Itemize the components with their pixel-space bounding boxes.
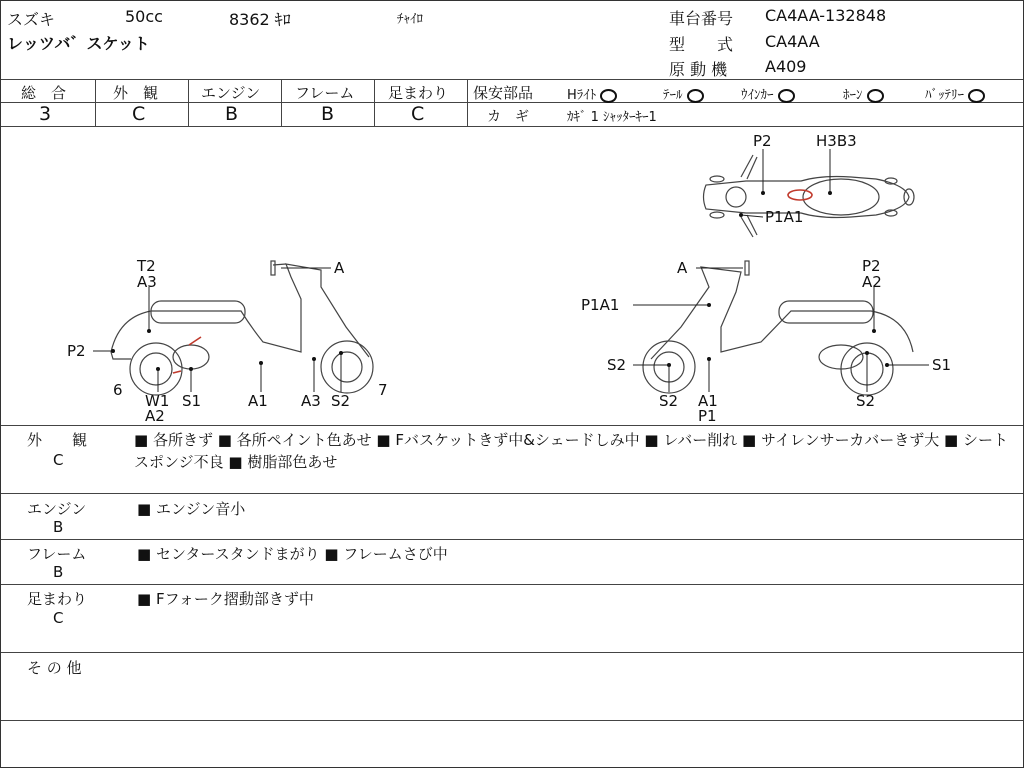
frame-grade: B bbox=[321, 103, 335, 125]
label-left-a1: A1 bbox=[248, 392, 268, 410]
label-right-a1: A1 bbox=[698, 392, 718, 410]
damage-mark bbox=[788, 190, 812, 200]
section-grade: C bbox=[53, 609, 64, 627]
damage-diagram bbox=[1, 127, 1023, 425]
overall-label: 総 合 bbox=[21, 84, 67, 102]
label-left-s1: S1 bbox=[182, 392, 202, 410]
model-name: レッツバ゛スケット bbox=[7, 34, 150, 53]
label-right-s2c: S2 bbox=[856, 392, 876, 410]
displacement: 50cc bbox=[125, 7, 163, 26]
frame-no: CA4AA-132848 bbox=[765, 6, 887, 25]
mileage: 8362 ｷﾛ bbox=[229, 10, 291, 29]
label-top-p1a1: P1A1 bbox=[765, 208, 804, 226]
exterior-grade: C bbox=[132, 103, 146, 125]
label-right-a: A bbox=[677, 259, 688, 277]
engine-value: A409 bbox=[765, 57, 807, 76]
top-view-scooter bbox=[704, 155, 915, 237]
divider bbox=[1, 79, 1023, 80]
section-title: 足まわり bbox=[27, 590, 88, 608]
section-note: ■ 各所きず ■ 各所ペイント色あせ ■ Fバスケットきず中&シェードしみ中 ■ レバー削れ ■ サイレンサーカバーきず大 ■ シートスポンジ不良 ■ 樹脂部色あせ bbox=[134, 431, 1008, 471]
key-label: カ ギ bbox=[487, 109, 529, 125]
section-note: ■ Fフォーク摺動部きず中 bbox=[137, 590, 314, 608]
safety-item-winker: ｳｲﾝｶｰ bbox=[741, 84, 795, 103]
section-title: 外 観 bbox=[27, 431, 88, 449]
section-title: エンジン bbox=[27, 500, 87, 518]
type-label: 型 式 bbox=[669, 35, 734, 54]
suspension-grade-label: 足まわり bbox=[388, 84, 449, 102]
label-right-s2: S2 bbox=[607, 356, 627, 374]
section-note: ■ エンジン音小 bbox=[137, 500, 246, 518]
damage-mark bbox=[173, 371, 181, 373]
ok-circle-icon bbox=[687, 89, 704, 103]
section-note: ■ センタースタンドまがり ■ フレームさび中 bbox=[137, 545, 448, 563]
safety-label: 保安部品 bbox=[473, 84, 534, 102]
label-right-p1a1: P1A1 bbox=[581, 296, 620, 314]
label-left-p2: P2 bbox=[67, 342, 86, 360]
overall-grade: 3 bbox=[39, 103, 52, 125]
maker: スズキ bbox=[7, 10, 56, 29]
safety-item-horn: ﾎｰﾝ bbox=[843, 84, 884, 103]
label-right-p2: P2 bbox=[862, 257, 881, 275]
exterior-label: 外 観 bbox=[113, 84, 159, 102]
engine-grade: B bbox=[225, 103, 239, 125]
label-left-a: A bbox=[334, 259, 345, 277]
ok-circle-icon bbox=[968, 89, 985, 103]
damage-mark bbox=[189, 337, 201, 345]
label-right-p1: P1 bbox=[698, 407, 717, 425]
label-left-7: 7 bbox=[378, 381, 388, 399]
label-left-t2: T2 bbox=[137, 257, 156, 275]
suspension-grade: C bbox=[411, 103, 425, 125]
ok-circle-icon bbox=[867, 89, 884, 103]
section-grade: B bbox=[53, 563, 64, 581]
section-title: フレーム bbox=[27, 545, 87, 563]
safety-item-headlight: Hﾗｲﾄ bbox=[567, 84, 617, 103]
key-value: ｶｷﾞ 1 ｼｬｯﾀｰｷｰ1 bbox=[567, 110, 657, 125]
label-top-h3b3: H3B3 bbox=[816, 132, 857, 150]
label-right-a2: A2 bbox=[862, 273, 882, 291]
label-left-6: 6 bbox=[113, 381, 123, 399]
engine-grade-label: エンジン bbox=[201, 84, 261, 102]
engine-label: 原 動 機 bbox=[669, 60, 728, 79]
label-top-p2: P2 bbox=[753, 132, 772, 150]
label-left-a2: A2 bbox=[145, 407, 165, 425]
label-left-a3: A3 bbox=[137, 273, 157, 291]
type-value: CA4AA bbox=[765, 32, 820, 51]
frame-no-label: 車台番号 bbox=[669, 9, 734, 28]
label-left-a3b: A3 bbox=[301, 392, 321, 410]
ok-circle-icon bbox=[778, 89, 795, 103]
label-right-s2b: S2 bbox=[659, 392, 679, 410]
label-right-s1: S1 bbox=[932, 356, 952, 374]
section-grade: C bbox=[53, 451, 64, 469]
label-left-s2: S2 bbox=[331, 392, 351, 410]
label-left-w1: W1 bbox=[145, 392, 170, 410]
section-grade: B bbox=[53, 518, 64, 536]
color: ﾁｬｲﾛ bbox=[397, 12, 423, 27]
section-title: そ の 他 bbox=[27, 659, 82, 677]
safety-item-battery: ﾊﾞｯﾃﾘｰ bbox=[925, 84, 985, 103]
frame-grade-label: フレーム bbox=[295, 84, 355, 102]
ok-circle-icon bbox=[600, 89, 617, 103]
safety-item-tail: ﾃｰﾙ bbox=[663, 84, 704, 103]
